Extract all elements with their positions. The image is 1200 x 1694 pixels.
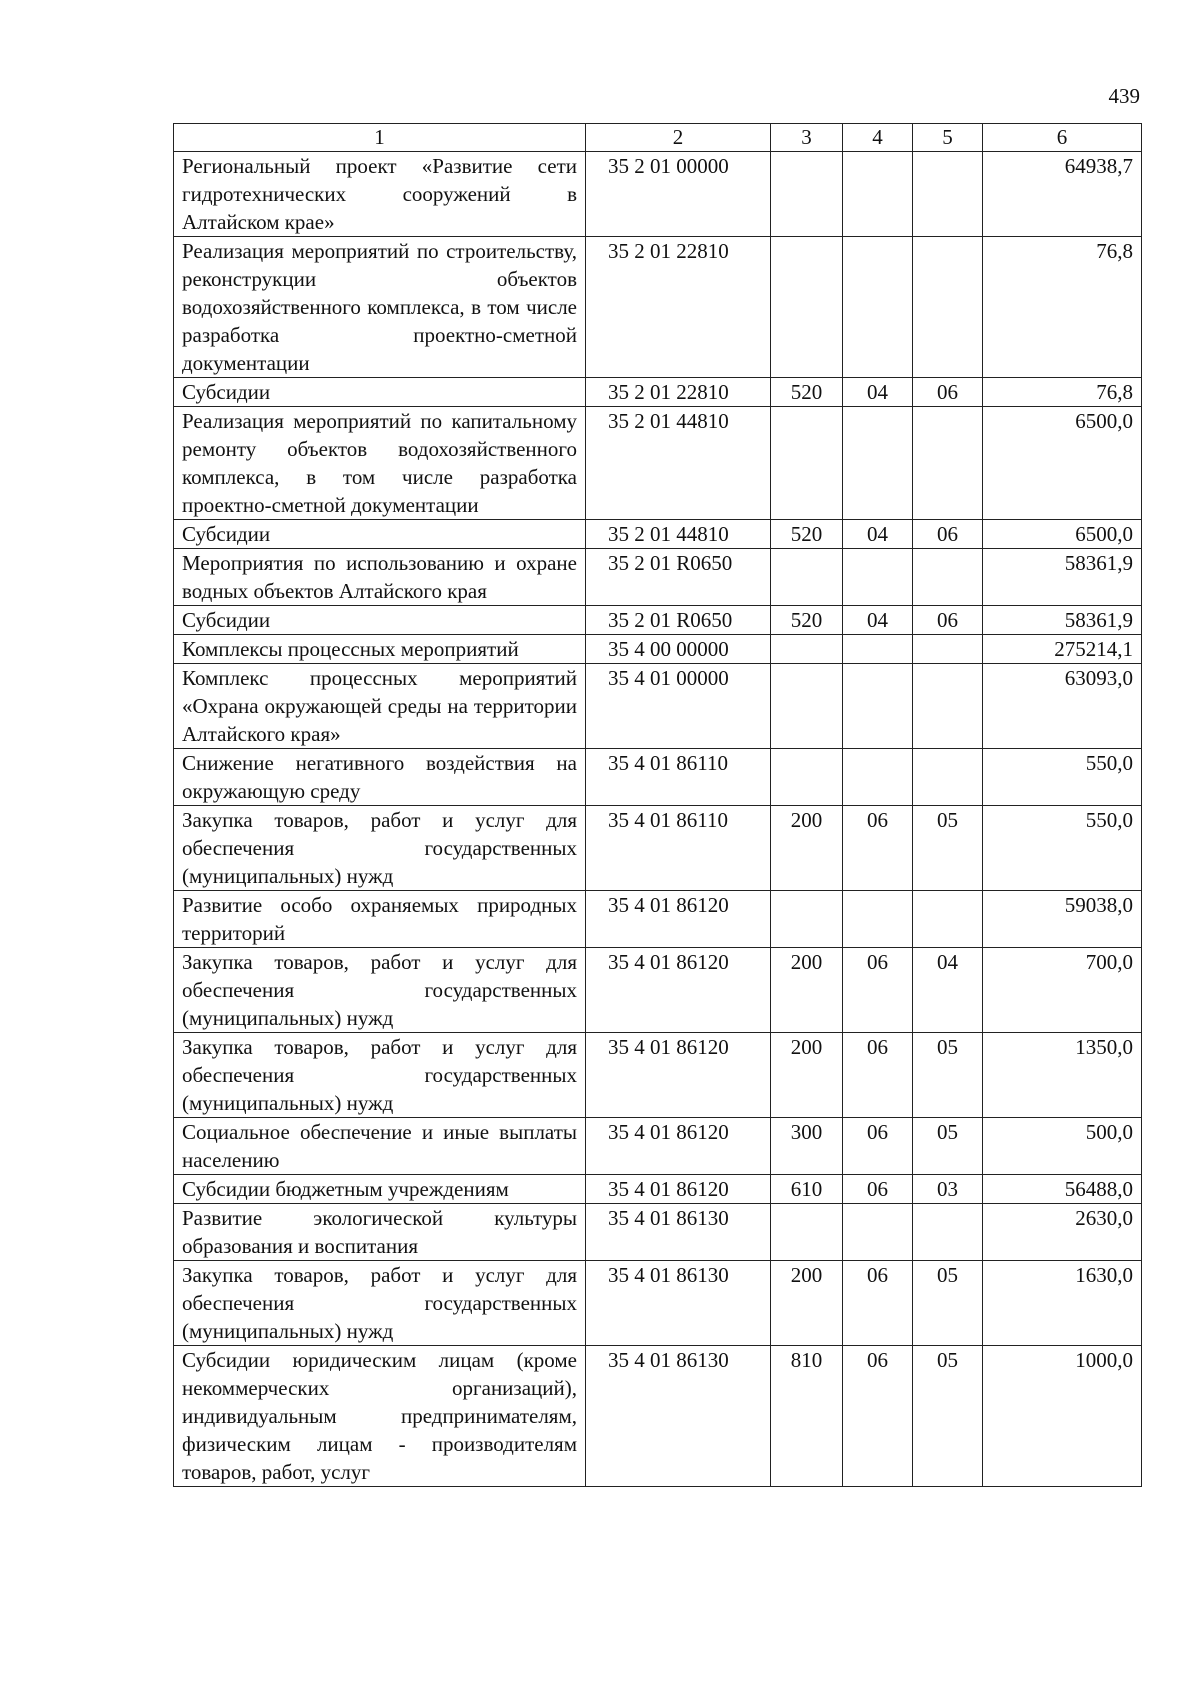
- row-expense-type-cell: 200: [771, 806, 843, 891]
- row-amount-cell: 59038,0: [983, 891, 1142, 948]
- budget-table: [173, 123, 1142, 1487]
- table-row: [174, 152, 1142, 237]
- row-amount-cell: 550,0: [983, 806, 1142, 891]
- row-section-cell: [843, 549, 913, 606]
- table-row: [174, 237, 1142, 378]
- row-code-cell: 35 4 01 86130: [586, 1261, 771, 1346]
- row-code-cell: 35 4 01 86130: [586, 1204, 771, 1261]
- row-section-cell: [843, 407, 913, 520]
- header-col-3: 3: [771, 124, 843, 152]
- row-amount-cell: 58361,9: [983, 606, 1142, 635]
- row-code-cell: 35 4 01 86110: [586, 749, 771, 806]
- row-section-cell: [843, 152, 913, 237]
- row-name-cell: Развитие особо охраняемых природных территорий: [174, 891, 586, 948]
- row-section-cell: 06: [843, 1346, 913, 1487]
- row-amount-cell: 1000,0: [983, 1346, 1142, 1487]
- row-amount-cell: 550,0: [983, 749, 1142, 806]
- row-subsection-cell: 06: [913, 606, 983, 635]
- row-subsection-cell: 04: [913, 948, 983, 1033]
- row-code-cell: 35 4 01 86120: [586, 1118, 771, 1175]
- row-section-cell: 06: [843, 1175, 913, 1204]
- header-col-4: 4: [843, 124, 913, 152]
- row-expense-type-cell: 520: [771, 606, 843, 635]
- row-name-cell: Реализация мероприятий по строительству, реконструкции объектов водохозяйственного комплекса, в том числе разработка проектно-сметной документации: [174, 237, 586, 378]
- row-name-cell: Развитие экологической культуры образования и воспитания: [174, 1204, 586, 1261]
- table-row: [174, 635, 1142, 664]
- page-number: 439: [1108, 84, 1140, 108]
- row-code-cell: 35 2 01 44810: [586, 520, 771, 549]
- row-amount-cell: 6500,0: [983, 520, 1142, 549]
- row-amount-cell: 1350,0: [983, 1033, 1142, 1118]
- row-section-cell: 04: [843, 520, 913, 549]
- row-section-cell: [843, 891, 913, 948]
- row-amount-cell: 76,8: [983, 378, 1142, 407]
- row-name-cell: Комплексы процессных мероприятий: [174, 635, 586, 664]
- row-amount-cell: 275214,1: [983, 635, 1142, 664]
- row-expense-type-cell: 520: [771, 378, 843, 407]
- table-row: [174, 1261, 1142, 1346]
- table-row: [174, 378, 1142, 407]
- row-name-cell: Комплекс процессных мероприятий «Охрана окружающей среды на территории Алтайского края»: [174, 664, 586, 749]
- row-code-cell: 35 4 01 86120: [586, 948, 771, 1033]
- row-expense-type-cell: 610: [771, 1175, 843, 1204]
- row-expense-type-cell: [771, 635, 843, 664]
- row-amount-cell: 6500,0: [983, 407, 1142, 520]
- table-header: [174, 124, 1142, 152]
- table-row: [174, 1033, 1142, 1118]
- row-subsection-cell: 06: [913, 378, 983, 407]
- row-code-cell: 35 4 01 00000: [586, 664, 771, 749]
- row-code-cell: 35 4 01 86120: [586, 1175, 771, 1204]
- table-row: [174, 664, 1142, 749]
- row-expense-type-cell: 200: [771, 1261, 843, 1346]
- header-col-5: 5: [913, 124, 983, 152]
- table-body: [174, 152, 1142, 1487]
- row-section-cell: [843, 237, 913, 378]
- row-name-cell: Субсидии: [174, 606, 586, 635]
- header-col-1: 1: [174, 124, 586, 152]
- row-amount-cell: 63093,0: [983, 664, 1142, 749]
- row-name-cell: Субсидии: [174, 378, 586, 407]
- row-section-cell: [843, 664, 913, 749]
- row-name-cell: Закупка товаров, работ и услуг для обеспечения государственных (муниципальных) нужд: [174, 948, 586, 1033]
- row-expense-type-cell: [771, 891, 843, 948]
- row-code-cell: 35 2 01 R0650: [586, 549, 771, 606]
- row-section-cell: 06: [843, 1033, 913, 1118]
- row-amount-cell: 56488,0: [983, 1175, 1142, 1204]
- row-expense-type-cell: 520: [771, 520, 843, 549]
- row-code-cell: 35 2 01 22810: [586, 378, 771, 407]
- row-name-cell: Субсидии бюджетным учреждениям: [174, 1175, 586, 1204]
- row-name-cell: Субсидии юридическим лицам (кроме некоммерческих организаций), индивидуальным предпринимателям, физическим лицам - производителям товаров, работ, услуг: [174, 1346, 586, 1487]
- row-subsection-cell: 03: [913, 1175, 983, 1204]
- row-subsection-cell: [913, 237, 983, 378]
- row-subsection-cell: [913, 1204, 983, 1261]
- row-subsection-cell: 06: [913, 520, 983, 549]
- row-name-cell: Закупка товаров, работ и услуг для обеспечения государственных (муниципальных) нужд: [174, 806, 586, 891]
- row-subsection-cell: [913, 152, 983, 237]
- row-amount-cell: 1630,0: [983, 1261, 1142, 1346]
- row-expense-type-cell: 300: [771, 1118, 843, 1175]
- row-expense-type-cell: [771, 152, 843, 237]
- row-subsection-cell: [913, 407, 983, 520]
- row-subsection-cell: [913, 749, 983, 806]
- table-row: [174, 549, 1142, 606]
- row-amount-cell: 2630,0: [983, 1204, 1142, 1261]
- row-name-cell: Региональный проект «Развитие сети гидротехнических сооружений в Алтайском крае»: [174, 152, 586, 237]
- row-section-cell: 06: [843, 806, 913, 891]
- row-name-cell: Реализация мероприятий по капитальному ремонту объектов водохозяйственного комплекса, в том числе разработка проектно-сметной документации: [174, 407, 586, 520]
- row-name-cell: Закупка товаров, работ и услуг для обеспечения государственных (муниципальных) нужд: [174, 1033, 586, 1118]
- header-col-6: 6: [983, 124, 1142, 152]
- row-expense-type-cell: 810: [771, 1346, 843, 1487]
- table-row: [174, 891, 1142, 948]
- table-row: [174, 1175, 1142, 1204]
- row-section-cell: [843, 749, 913, 806]
- row-subsection-cell: 05: [913, 1346, 983, 1487]
- row-expense-type-cell: 200: [771, 948, 843, 1033]
- row-amount-cell: 500,0: [983, 1118, 1142, 1175]
- row-section-cell: [843, 1204, 913, 1261]
- row-expense-type-cell: 200: [771, 1033, 843, 1118]
- row-section-cell: 06: [843, 948, 913, 1033]
- row-section-cell: 04: [843, 606, 913, 635]
- table-row: [174, 520, 1142, 549]
- row-code-cell: 35 2 01 00000: [586, 152, 771, 237]
- row-subsection-cell: 05: [913, 806, 983, 891]
- row-code-cell: 35 2 01 22810: [586, 237, 771, 378]
- row-name-cell: Снижение негативного воздействия на окружающую среду: [174, 749, 586, 806]
- row-expense-type-cell: [771, 664, 843, 749]
- row-subsection-cell: 05: [913, 1261, 983, 1346]
- table-row: [174, 606, 1142, 635]
- row-amount-cell: 700,0: [983, 948, 1142, 1033]
- row-code-cell: 35 4 01 86130: [586, 1346, 771, 1487]
- row-code-cell: 35 2 01 44810: [586, 407, 771, 520]
- table-row: [174, 948, 1142, 1033]
- table-row: [174, 749, 1142, 806]
- table-row: [174, 806, 1142, 891]
- row-code-cell: 35 4 01 86120: [586, 1033, 771, 1118]
- row-section-cell: 04: [843, 378, 913, 407]
- header-col-2: 2: [586, 124, 771, 152]
- row-expense-type-cell: [771, 1204, 843, 1261]
- row-subsection-cell: 05: [913, 1118, 983, 1175]
- row-expense-type-cell: [771, 549, 843, 606]
- row-amount-cell: 64938,7: [983, 152, 1142, 237]
- table-row: [174, 407, 1142, 520]
- row-subsection-cell: [913, 635, 983, 664]
- header-row: [174, 124, 1142, 152]
- table-row: [174, 1346, 1142, 1487]
- row-name-cell: Мероприятия по использованию и охране водных объектов Алтайского края: [174, 549, 586, 606]
- row-expense-type-cell: [771, 407, 843, 520]
- row-code-cell: 35 2 01 R0650: [586, 606, 771, 635]
- row-amount-cell: 76,8: [983, 237, 1142, 378]
- table-row: [174, 1204, 1142, 1261]
- row-subsection-cell: [913, 549, 983, 606]
- row-subsection-cell: [913, 664, 983, 749]
- row-name-cell: Закупка товаров, работ и услуг для обеспечения государственных (муниципальных) нужд: [174, 1261, 586, 1346]
- row-section-cell: [843, 635, 913, 664]
- row-subsection-cell: [913, 891, 983, 948]
- row-code-cell: 35 4 01 86110: [586, 806, 771, 891]
- row-name-cell: Социальное обеспечение и иные выплаты населению: [174, 1118, 586, 1175]
- row-code-cell: 35 4 00 00000: [586, 635, 771, 664]
- row-amount-cell: 58361,9: [983, 549, 1142, 606]
- row-name-cell: Субсидии: [174, 520, 586, 549]
- row-section-cell: 06: [843, 1118, 913, 1175]
- row-code-cell: 35 4 01 86120: [586, 891, 771, 948]
- table-row: [174, 1118, 1142, 1175]
- row-subsection-cell: 05: [913, 1033, 983, 1118]
- row-section-cell: 06: [843, 1261, 913, 1346]
- row-expense-type-cell: [771, 237, 843, 378]
- row-expense-type-cell: [771, 749, 843, 806]
